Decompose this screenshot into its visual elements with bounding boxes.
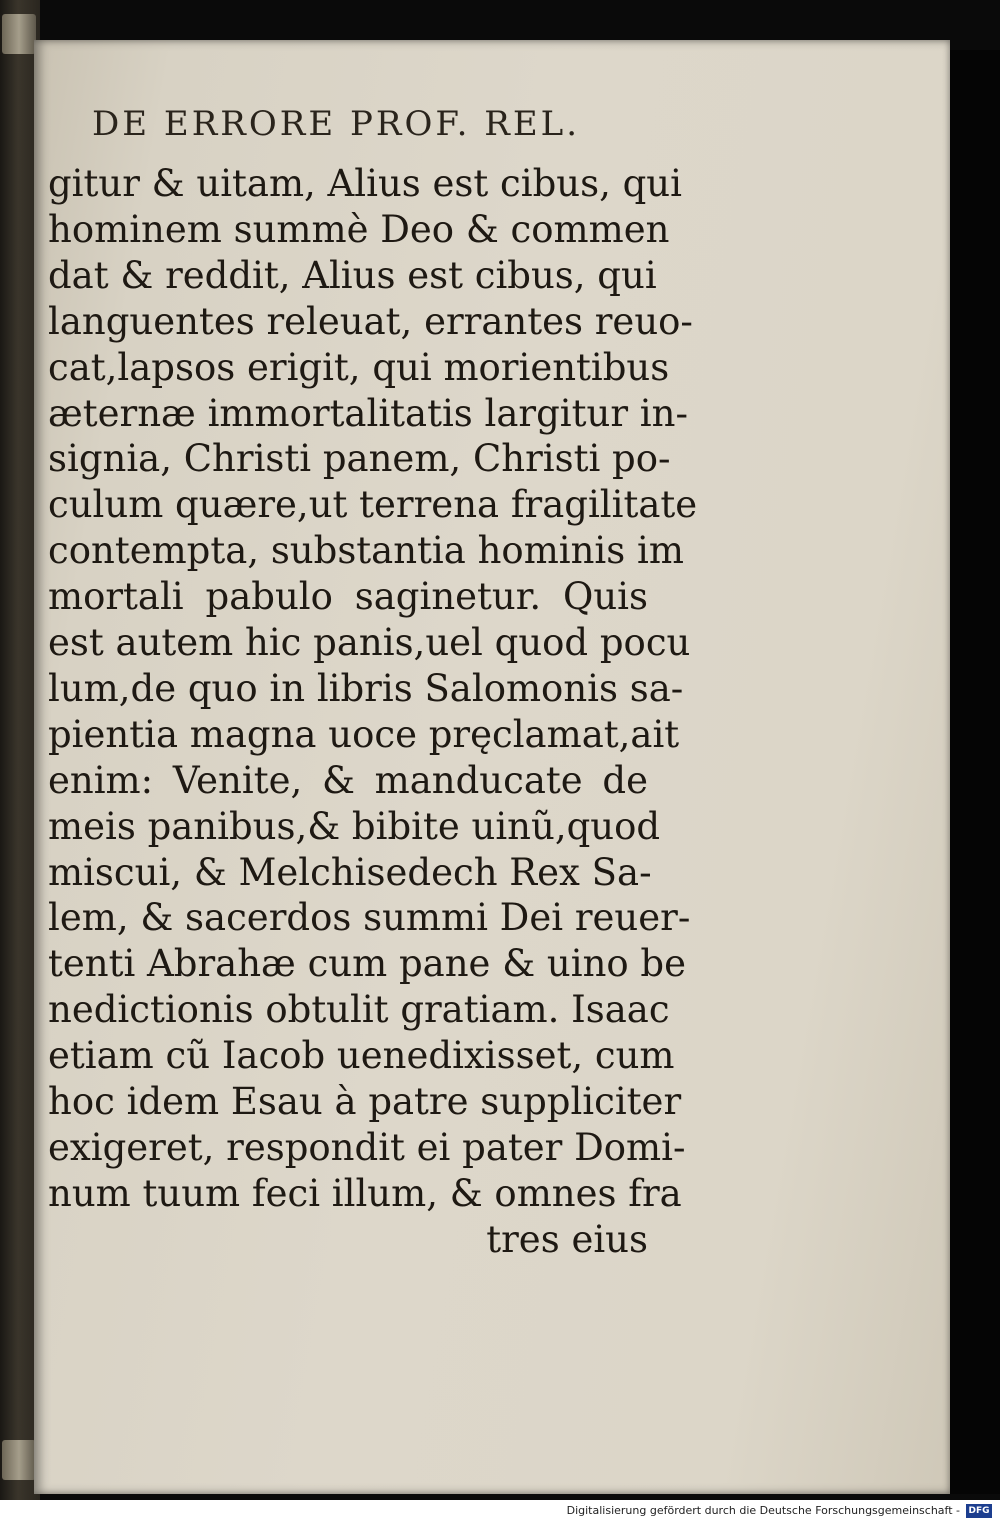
text-line: hoc idem Esau à patre suppliciter — [48, 1080, 682, 1123]
text-line: num tuum feci illum, & omnes fra — [48, 1171, 682, 1215]
text-line: lum,de quo in libris Salomonis sa- — [48, 666, 684, 710]
text-line: nedictionis obtulit gratiam. Isaac — [48, 988, 670, 1032]
footer-bar — [0, 1500, 1000, 1523]
binding-thread-top — [2, 14, 36, 54]
text-line: meis panibus,& bibite uinũ,quod — [48, 804, 661, 848]
text-line: est autem hic panis,uel quod pocu — [48, 621, 691, 664]
running-head: DE ERRORE PROF. REL. — [92, 104, 581, 144]
text-line: lem, & sacerdos summi Dei reuer- — [48, 896, 691, 940]
dfg-logo-icon: DFG — [966, 1504, 992, 1518]
text-line: culum quære,ut terrena fragilitate — [48, 483, 698, 527]
text-line: mortali pabulo saginetur. Quis — [48, 575, 648, 619]
catchword: tres eius — [486, 1217, 648, 1261]
text-line: etiam cũ Iacob uenedixisset, cum — [48, 1034, 675, 1078]
text-line: cat,lapsos erigit, qui morientibus — [48, 345, 670, 389]
text-line: languentes releuat, errantes reuo- — [48, 299, 693, 343]
text-line: signia, Christi panem, Christi po- — [48, 437, 671, 481]
text-line: contempta, substantia hominis im — [48, 529, 684, 573]
text-line: æternæ immortalitatis largitur in- — [48, 391, 688, 435]
text-line: enim: Venite, & manducate de — [48, 758, 648, 802]
text-line: hominem summè Deo & commen — [48, 207, 670, 251]
text-line: exigeret, respondit ei pater Domi- — [48, 1125, 686, 1169]
page-edge-shadow — [950, 50, 1000, 1494]
text-line: miscui, & Melchisedech Rex Sa- — [48, 850, 652, 894]
text-line: dat & reddit, Alius est cibus, qui — [48, 253, 657, 297]
footer-credit: Digitalisierung gefördert durch die Deutsche Forschungsgemeinschaft - — [566, 1504, 960, 1517]
text-line: gitur & uitam, Alius est cibus, qui — [48, 162, 682, 205]
binding-thread-bottom — [2, 1440, 36, 1480]
text-line: tenti Abrahæ cum pane & uino be — [48, 942, 687, 986]
text-line: pientia magna uoce pręclamat,ait — [48, 712, 680, 756]
